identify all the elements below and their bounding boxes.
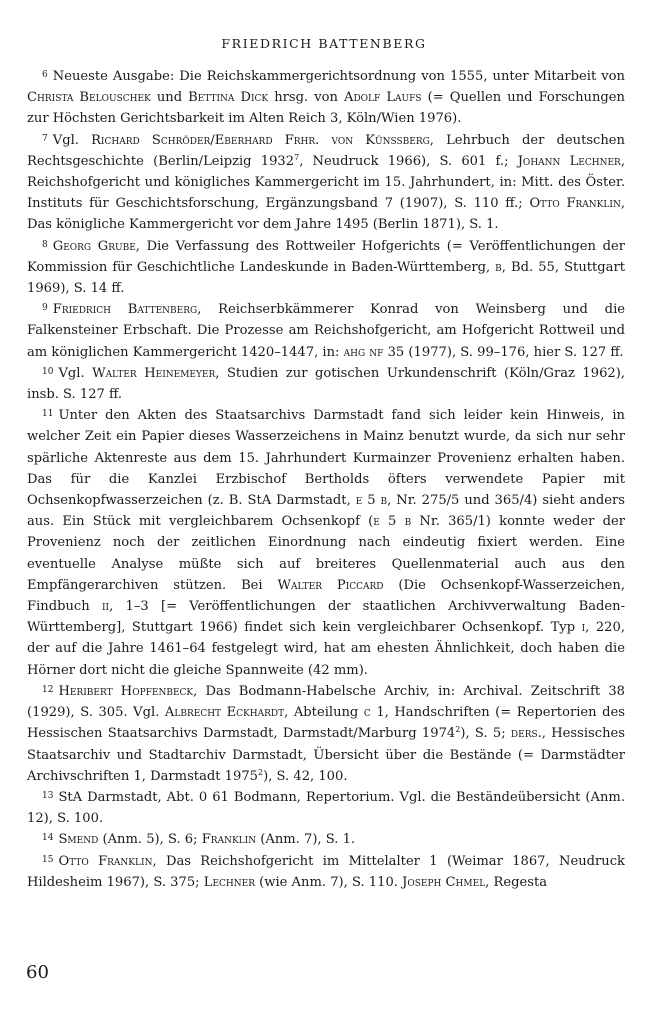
superscript: 7 [294,152,300,162]
small-caps-text: Heribert Hopfenbeck [58,683,194,699]
footnote-text: (Die Ochsenkopf-Wasserzeichen, Findbuch [27,577,625,615]
small-caps-text: Smend [58,832,99,848]
page-number: 60 [26,962,49,983]
footnote-number: 15 [42,854,54,865]
footnote-number: 13 [42,790,54,801]
small-caps-text: b [495,259,502,275]
small-caps-text: Bettina Dick [188,90,269,106]
small-caps-text: Friedrich Battenberg [52,302,198,318]
footnote-text: , Lehrbuch der deutschen Rechtsgeschichte (Berlin/Leipzig 1932 [27,132,625,169]
small-caps-text: Richard Schröder/Eberhard Frhr. von Künssberg [91,132,430,148]
footnotes-section [27,66,625,893]
footnote-text: , Nr. 275/5 und 365/4) sieht anders aus. Ein Stück mit vergleichbarem Ochsenkopf ( [27,493,626,530]
small-caps-text: Walter Heinemeyer [92,365,216,381]
footnote-text: , Hessisches Staatsarchiv und Stadtarchiv Darmstadt, Übersicht über die Bestände (= Darmstädter Archivschriften 1, Darmstadt 1975 [27,726,626,784]
small-caps-text: Otto Franklin [529,196,621,212]
footnote-text: (Anm. 7), S. 1. [256,832,356,848]
small-caps-text: ahg nf [343,344,384,360]
footnote-text: (= Quellen und Forschungen zur Höchsten Gerichtsbarkeit im Alten Reich 3, Köln/Wien 1976). [27,90,625,127]
footnote-11 [27,405,625,681]
small-caps-text: Franklin [201,832,257,848]
footnote-14 [27,829,625,850]
footnote-text: , Das Bodmann-Habelsche Archiv, in: Archival. Zeitschrift 38 (1929), S. 305. Vgl. [27,683,625,721]
footnote-text: , Bd. 55, Stuttgart 1969), S. 14 ff. [27,259,625,297]
footnote-text: Vgl. [58,365,93,381]
footnote-6 [27,66,625,130]
footnote-text: 1, Handschriften (= Repertorien des Hessischen Staatsarchivs Darmstadt, Darmstadt/Marburg 1974 [27,705,625,742]
footnote-text: Vgl. [52,132,92,148]
superscript: 2 [455,725,461,735]
footnote-text: StA Darmstadt, Abt. 0 61 Bodmann, Repertorium. Vgl. die Beständeübersicht (Anm. 12), S. 100. [27,789,625,827]
small-caps-text: Johann Lechner [517,153,621,169]
footnote-number: 9 [42,303,48,314]
small-caps-text: Georg Grube [52,238,136,254]
footnote-text: ), S. 5; [460,726,511,742]
footnote-text: hrsg. von [268,90,344,106]
footnote-8 [27,236,625,300]
small-caps-text: Walter Piccard [277,577,384,593]
footnote-number: 14 [42,833,54,844]
small-caps-text: c [363,705,371,721]
footnote-7 [27,130,625,236]
footnote-text: 35 (1977), S. 99–176, hier S. 127 ff. [383,344,624,360]
small-caps-text: ders. [510,726,542,742]
footnote-9 [27,299,625,363]
footnote-text: , Das königliche Kammergericht vor dem Jahre 1495 (Berlin 1871), S. 1. [27,196,625,233]
running-header: FRIEDRICH BATTENBERG [221,36,427,51]
footnote-text: (Anm. 5), S. 6; [98,832,202,848]
small-caps-text: i [581,620,586,636]
footnote-12 [27,681,625,787]
footnote-number: 8 [42,239,48,250]
small-caps-text: e 5 b [355,493,388,509]
footnote-number: 10 [42,366,54,377]
footnote-text: Unter den Akten des Staatsarchivs Darmstadt fand sich leider kein Hinweis, in welcher Zeit ein Papier dieses Wasserzeichens in Mainz benutzt wurde, da sich nur sehr spärliche Aktenreste aus dem 15. Jahrhundert Kurmainzer Provenienz erhalten haben. Das für die Kanzlei Erzbischof Bertholds öfters verwendete Papier mit Ochsenkopfwasserzeichen (z. B. StA Darmstadt, [27,408,625,509]
small-caps-text: Otto Franklin [58,853,153,869]
footnote-text: Neueste Ausgabe: Die Reichskammergerichtsordnung von 1555, unter Mitarbeit von [52,69,625,84]
small-caps-text: Adolf Laufs [344,90,422,106]
small-caps-text: Joseph Chmel [402,874,486,890]
footnote-text: , Studien zur gotischen Urkundenschrift (Köln/Graz 1962), insb. S. 127 ff. [27,365,626,403]
footnote-10 [27,363,625,405]
small-caps-text: Christa Belouschek [27,90,151,106]
superscript: 2 [258,767,264,777]
small-caps-text: Lechner [203,874,255,890]
footnote-text: , 220, der auf die Jahre 1461–64 festgelegt wird, hat am ehesten Ähnlichkeit, doch haben die Hörner dort nicht die gleiche Spannweite (42 mm). [27,620,625,678]
footnote-text: und [150,90,189,106]
footnote-text: , Neudruck 1966), S. 601 f.; [299,153,518,169]
small-caps-text: e 5 b [373,514,412,530]
footnote-text: , Regesta [485,874,548,890]
footnote-text: (wie Anm. 7), S. 110. [254,874,403,890]
footnote-number: 11 [42,409,54,420]
footnote-text: ), S. 42, 100. [263,768,348,784]
footnote-number: 6 [42,70,48,80]
footnote-text: , Das Reichshofgericht im Mittelalter 1 (Weimar 1867, Neudruck Hildesheim 1967), S. 375; [27,853,625,890]
small-caps-text: ii [101,599,110,615]
footnote-number: 7 [42,133,48,144]
footnote-text: , Reichshofgericht und königliches Kammergericht im 15. Jahrhundert, in: Mitt. des Öster. Instituts für Geschichtsforschung, Ergänzungsband 7 (1907), S. 110 ff.; [27,153,625,212]
footnote-text: , 1–3 [= Veröffentlichungen der staatlichen Archivverwaltung Baden-Württemberg], Stuttgart 1966) findet sich kein vergleichbarer Ochsenkopf. Typ [27,599,625,636]
footnote-15 [27,851,625,893]
footnote-13 [27,787,625,829]
footnote-text: , Reichserbkämmerer Konrad von Weinsberg und die Falkensteiner Erbschaft. Die Prozesse am Reichshofgericht, am Hofgericht Rottweil und am königlichen Kammergericht 1420–1447, in: [27,302,626,360]
footnote-text: , Abteilung [284,705,364,721]
footnote-text: , Die Verfassung des Rottweiler Hofgerichts (= Veröffentlichungen der Kommission für Geschichtliche Landeskunde in Baden-Württemberg, [27,238,625,275]
small-caps-text: Albrecht Eckhardt [164,705,285,721]
footnote-text: Nr. 365/1) konnte weder der Provenienz noch der zeitlichen Einordnung nach eindeutig fixiert werden. Eine eventuelle Analyse müßte sich auf breiteres Quellenmaterial auch aus den Empfängerarchiven stützen. Bei [27,514,625,593]
footnote-number: 12 [42,684,54,695]
